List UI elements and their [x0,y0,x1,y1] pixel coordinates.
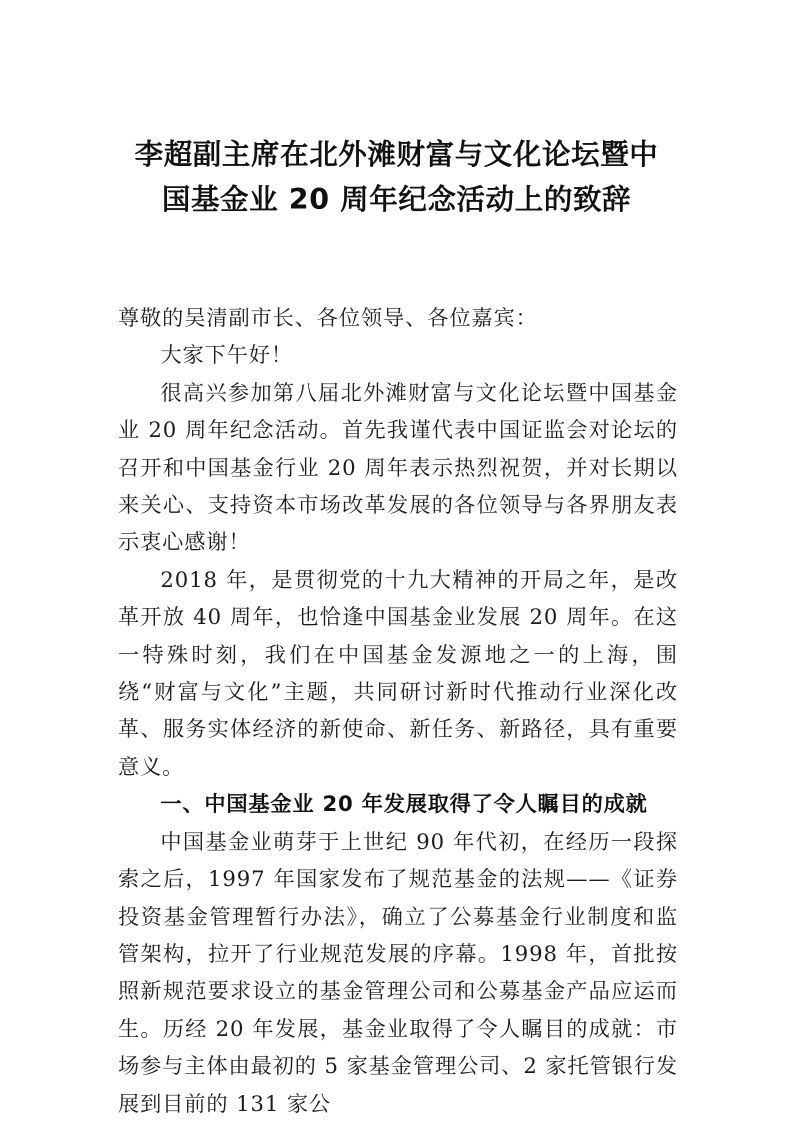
paragraph-salutation: 尊敬的吴清副市长、各位领导、各位嘉宾： [118,305,538,330]
paragraph-opening-remarks: 很高兴参加第八届北外滩财富与文化论坛暨中国基金业 20 周年纪念活动。首先我谨代表中国证监会对论坛的召开和中国基金行业 20 周年表示热烈祝贺，并对长期以来关心、支持资本市场改革发展的各位领导与各界朋友表示衷心感谢！ [118,379,678,555]
paragraph-greeting: 大家下午好！ [160,342,293,368]
section-heading-one: 一、中国基金业 20 年发展取得了令人瞩目的成就 [160,791,648,817]
document-body [118,253,678,1122]
page-title-line-1: 李超副主席在北外滩财富与文化论坛暨中 [134,138,659,171]
page-title-line-2: 国基金业 20 周年纪念活动上的致辞 [161,183,632,216]
page-title [0,0,793,222]
paragraph-industry-history: 中国基金业萌芽于上世纪 90 年代初，在经历一段探索之后，1997 年国家发布了规范基金的法规——《证券投资基金管理暂行办法》，确立了公募基金行业制度和监管架构，拉开了行业规范发展的序幕。1998 年，首批按照新规范要求设立的基金管理公司和公募基金产品应运而生。历经 20 年发展，基金业取得了令人瞩目的成就：市场参与主体由最初的 5 家基金管理公司、2 家托管银行发展到目前的 131 家公 [118,828,678,1116]
paragraph-year-2018: 2018 年，是贯彻党的十九大精神的开局之年，是改革开放 40 周年，也恰逢中国基金业发展 20 周年。在这一特殊时刻，我们在中国基金发源地之一的上海，围绕“财富与文化”主题，共同研讨新时代推动行业深化改革、服务实体经济的新使命、新任务、新路径，具有重要意义。 [118,566,678,779]
